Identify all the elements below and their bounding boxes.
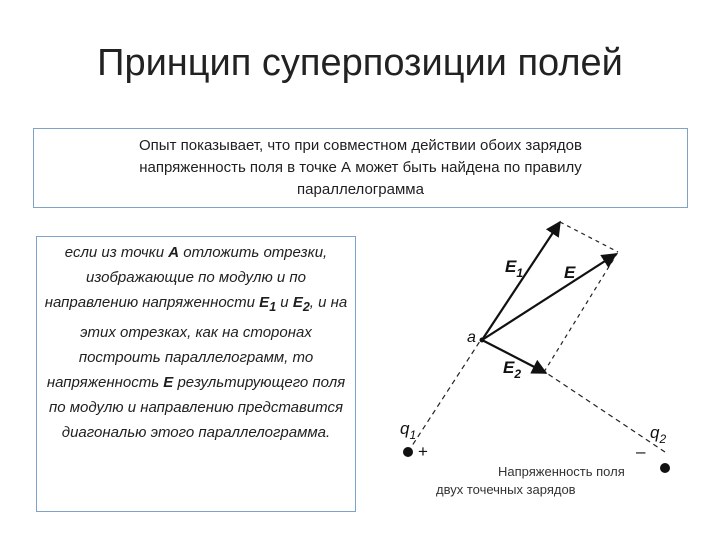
parallelogram-side-2 bbox=[544, 252, 618, 372]
caption-line-1: Напряженность поля bbox=[498, 464, 625, 479]
q1-label: $q_1$ bbox=[400, 419, 417, 442]
intro-line-1: Опыт показывает, что при совместном действии обоих зарядов bbox=[139, 137, 582, 154]
intro-line-2: напряженность поля в точке А может быть найдена по правилу bbox=[139, 159, 582, 176]
point-a-marker bbox=[480, 338, 485, 343]
intro-line-3: параллелограмма bbox=[297, 181, 424, 198]
rule-text-2: отложить отрезки, изображающие по модулю и по направлению напряженности bbox=[44, 244, 328, 311]
q1-charge bbox=[403, 447, 413, 457]
q2-charge bbox=[660, 463, 670, 473]
q2-field-line bbox=[548, 374, 665, 452]
a-label: a bbox=[467, 329, 476, 346]
minus-sign: – bbox=[636, 442, 646, 461]
e-vector bbox=[482, 254, 616, 340]
point-a-label: A bbox=[168, 244, 180, 261]
e-symbol: E bbox=[163, 374, 174, 391]
plus-sign: + bbox=[418, 442, 428, 461]
rule-text-4: , и на этих отрезках, как на сторонах построить параллелограмм, то напряженность bbox=[46, 294, 348, 391]
e1-label: $E_1$ bbox=[505, 257, 524, 280]
q2-label: $q_2$ bbox=[650, 423, 667, 446]
caption-line-2: двух точечных зарядов bbox=[436, 482, 576, 497]
e-label: E bbox=[564, 263, 576, 282]
rule-text-1: если из точки bbox=[64, 244, 169, 261]
rule-box bbox=[36, 236, 356, 512]
e2-label: $E_2$ bbox=[503, 358, 522, 381]
e1-vector bbox=[482, 222, 560, 340]
rule-text-3: и bbox=[276, 294, 293, 311]
intro-box bbox=[33, 128, 688, 208]
q1-field-line bbox=[408, 338, 482, 452]
e2-symbol: $E_2$ bbox=[292, 294, 310, 314]
rule-text-5: результирующего поля по модулю и направлению представится диагональю этого параллелограмма. bbox=[48, 374, 346, 441]
field-superposition-diagram bbox=[360, 200, 720, 520]
slide-title: Принцип суперпозиции полей bbox=[97, 42, 623, 84]
e1-symbol: $E_1$ bbox=[259, 294, 277, 314]
parallelogram-side-1 bbox=[560, 222, 618, 252]
